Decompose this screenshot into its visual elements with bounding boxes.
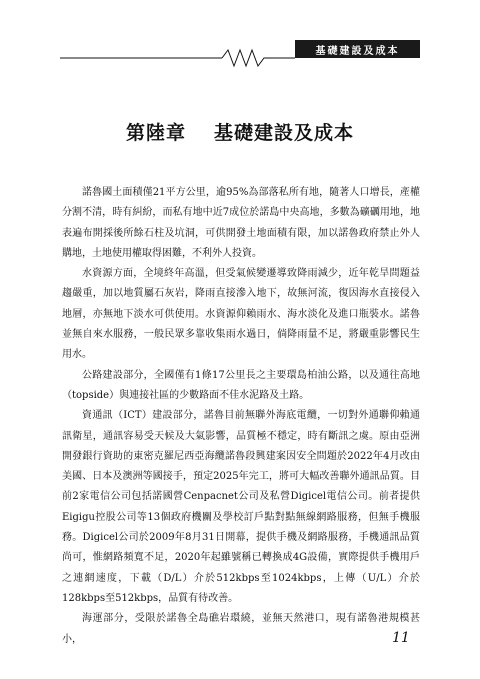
paragraph-land: 諾魯國土面積僅21平方公里，逾95%為部落私所有地，隨著人口增長，產權分割不清，時有糾紛，而私有地中近7成位於諾島中央高地，多數為礦礪用地，地表遍布開採後所餘石柱及坑洞，可供開發土地面積有限，加以諾魯政府禁止外人購地，土地使用權取得困難，不利外人投資。 xyxy=(62,187,420,259)
page-number: 11 xyxy=(392,630,410,646)
chapter-title: 基礎建設及成本 xyxy=(214,122,355,144)
body-text xyxy=(62,183,420,650)
paragraph-water: 水資源方面，全境終年高溫，但受氣候變遷導致降雨減少，近年乾旱問題益趨嚴重，加以地質屬石灰岩，降雨直接滲入地下，故無河流，復因海水直接侵入地層，亦無地下淡水可供使用。水資源仰賴雨水、海水淡化及進口瓶裝水。諾魯並無自來水服務，一般民眾多靠收集雨水過日，倘降雨量不足，將嚴重影響民生用水。 xyxy=(62,268,420,361)
paragraph-ict: 資通訊（ICT）建設部分，諾魯目前無聯外海底電纜，一切對外通聯仰賴通訊衛星，通訊容易受天候及大氣影響，品質極不穩定，時有斷訊之虞。原由亞洲開發銀行資助的東密克羅尼西亞海纜諾魯段興建案因安全問題於2022年4月改由美國、日本及澳洲等國接手，預定2025年完工，將可大幅改善聯外通訊品質。目前2家電信公司包括諾國營Cenpacnet公司及私營Digicel電信公司。前者提供Eigigu控股公司等13個政府機關及學校訂戶點對點無線網路服務，但無手機服務。Digicel公司於2009年8月31日開幕，提供手機及網路服務，手機通訊品質尚可，惟網路頻寬不足，2020年起雖號稱已轉換成4G設備，實際提供手機用戶之連網速度，下載（D/L）介於512kbps至1024kbps，上傳（U/L）介於128kbps至512kbps，品質有待改善。 xyxy=(62,410,420,604)
paragraph-shipping: 海運部分，受限於諾魯全島礁岩環繞，並無天然港口，現有諾魯港規模甚小， xyxy=(62,613,420,645)
header-zigzag-icon xyxy=(60,50,295,66)
chapter-heading xyxy=(0,118,480,145)
running-header: 基礎建設及成本 xyxy=(295,40,420,58)
chapter-number: 第陸章 xyxy=(125,122,186,144)
paragraph-roads: 公路建設部分，全國僅有1條17公里長之主要環島柏油公路，以及通往高地（topside）與連接社區的少數路面不佳水泥路及土路。 xyxy=(62,369,420,401)
